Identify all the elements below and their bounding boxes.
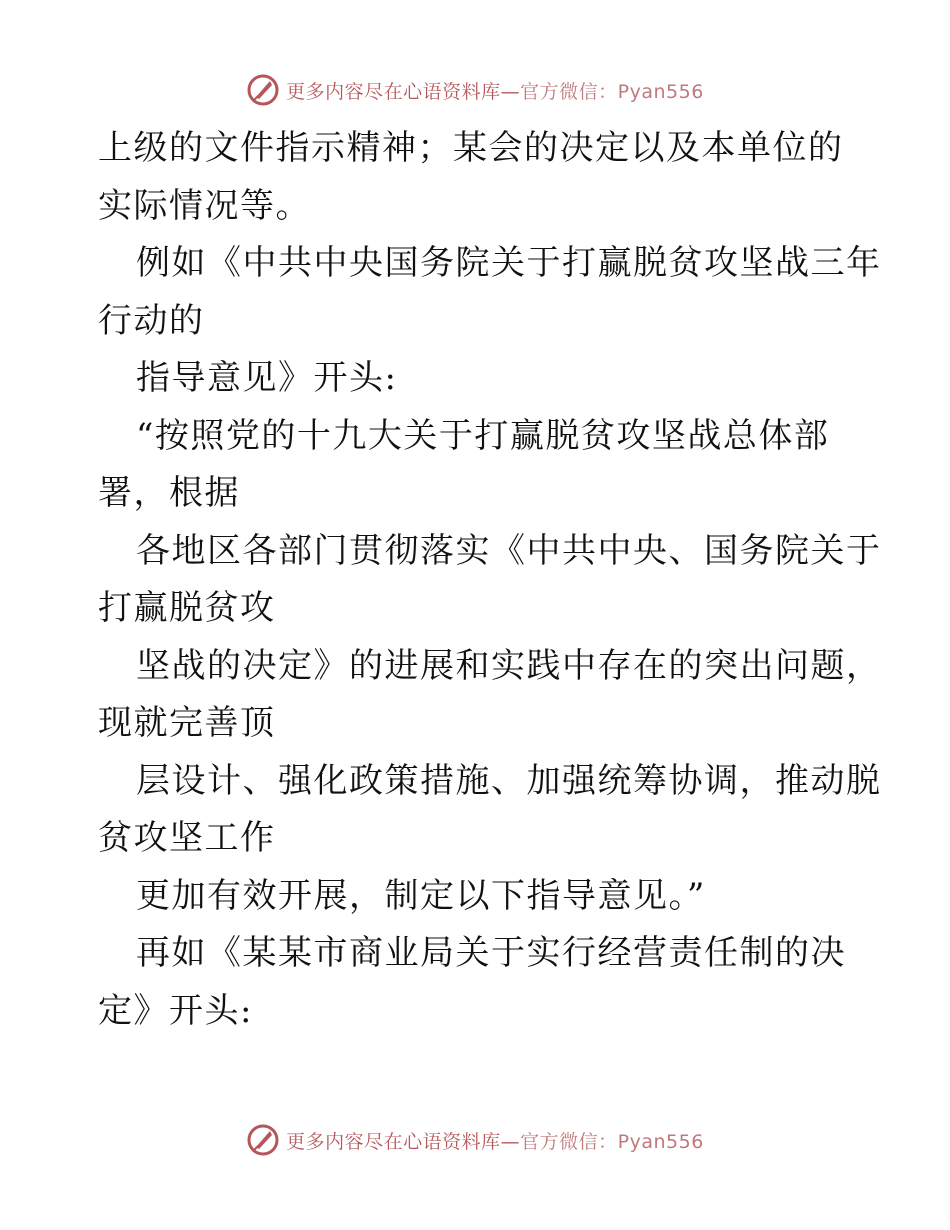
text-line: 层设计、强化政策措施、加强统筹协调，推动脱 [136, 760, 882, 801]
text-line: 贫攻坚工作 [98, 818, 276, 858]
text-line: “按照党的十九大关于打赢脱贫攻坚战总体部 [136, 415, 830, 456]
text-line: 现就完善顶 [98, 703, 276, 743]
text-line: 指导意见》开头: [136, 358, 398, 398]
text-line: 实际情况等。 [98, 185, 311, 226]
watermark-text: 更多内容尽在心语资料库—官方微信：Pyan556 [286, 80, 704, 103]
text-line: 行动的 [98, 300, 205, 341]
header-watermark [0, 70, 950, 110]
text-line: 定》开头: [98, 990, 253, 1031]
text-line: 署，根据 [98, 473, 240, 513]
text-line: 例如《中共中央国务院关于打赢脱贫攻坚战三年 [136, 243, 882, 283]
text-line: 打赢脱贫攻 [98, 588, 276, 628]
text-line: 上级的文件指示精神；某会的决定以及本单位的 [98, 128, 844, 168]
text-line: 再如《某某市商业局关于实行经营责任制的决 [136, 933, 846, 973]
text-line: 各地区各部门贯彻落实《中共中央、国务院关于 [136, 530, 882, 571]
footer-watermark [0, 1120, 950, 1160]
quill-logo-icon [246, 73, 280, 107]
text-line: 坚战的决定》的进展和实践中存在的突出问题， [136, 645, 882, 686]
watermark-text: 更多内容尽在心语资料库—官方微信：Pyan556 [286, 1130, 704, 1153]
quill-logo-icon [246, 1123, 280, 1157]
document-body [98, 120, 882, 1040]
text-line: 更加有效开展，制定以下指导意见。” [136, 875, 706, 916]
